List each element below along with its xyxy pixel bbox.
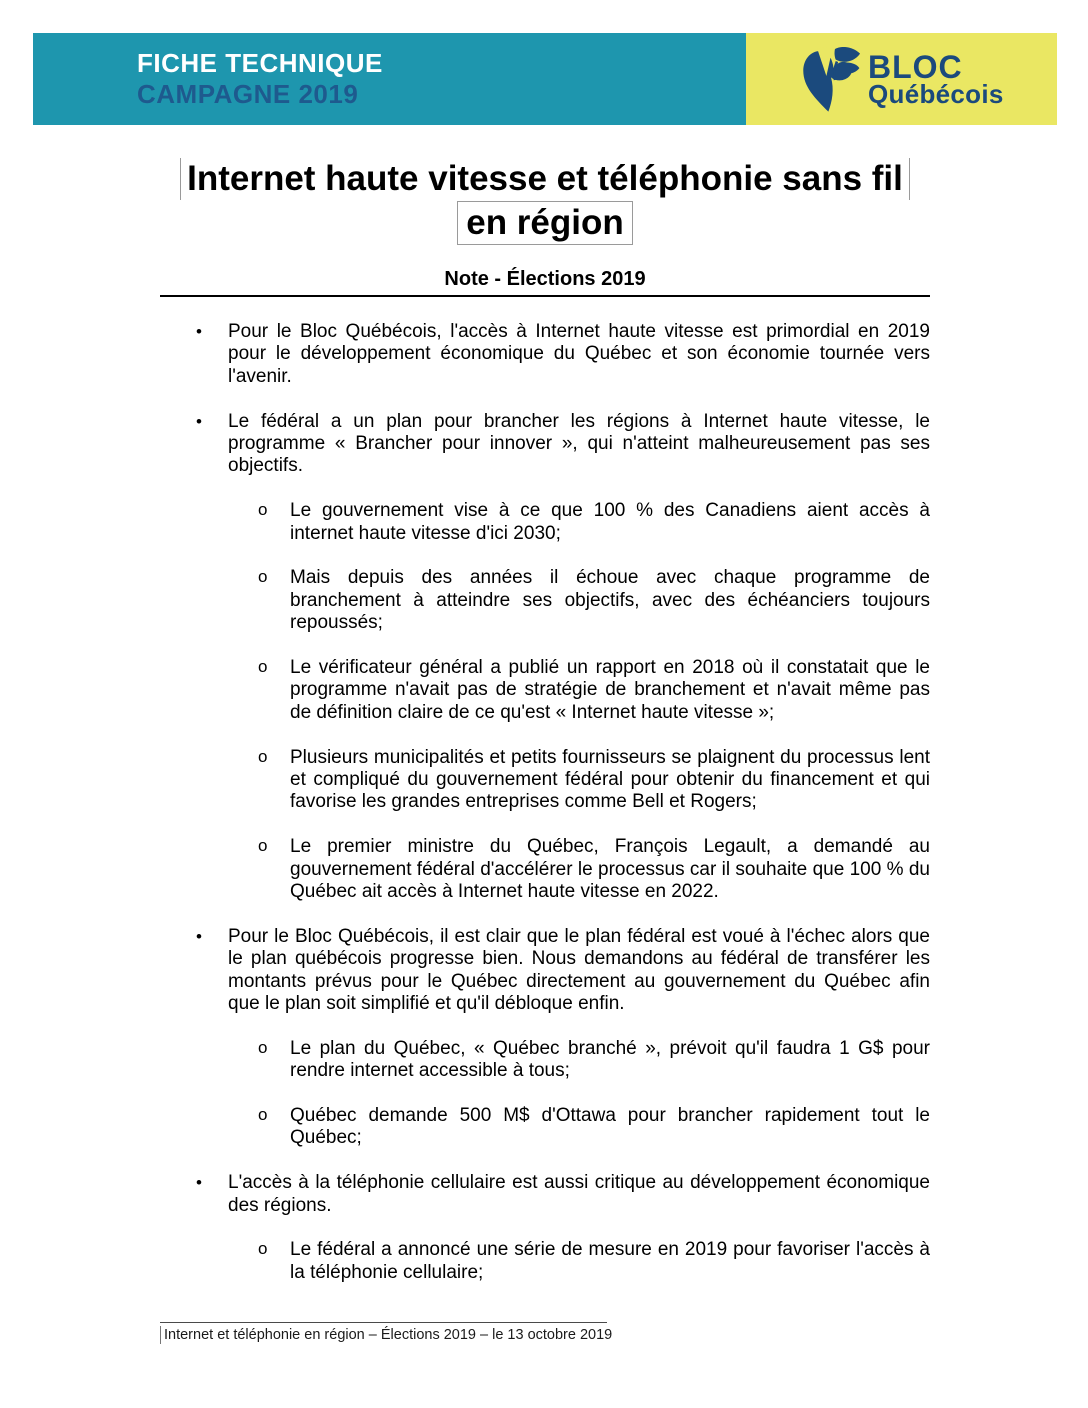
sub-bullet-marker: o xyxy=(258,1037,268,1057)
subtitle: Note - Élections 2019 xyxy=(444,268,646,290)
sub-bullet-marker: o xyxy=(258,500,268,520)
page-title xyxy=(160,158,930,200)
list-item xyxy=(160,1239,930,1284)
page-title-line1: Internet haute vitesse et téléphonie sans fil xyxy=(180,158,910,200)
list-item xyxy=(160,1105,930,1150)
page-footer xyxy=(160,1322,930,1344)
list-item-text: L'accès à la téléphonie cellulaire est aussi critique au développement économique des régions. xyxy=(228,1172,930,1216)
bullet-marker: • xyxy=(196,1173,202,1193)
bloc-logo-line1: BLOC xyxy=(868,48,963,85)
sub-bullet-marker: o xyxy=(258,1239,268,1259)
list-item-text: Plusieurs municipalités et petits fournisseurs se plaignent du processus lent et compliqué du gouvernement fédéral pour obtenir du financement et qui favorise les grandes entreprises comme Bell et Rogers; xyxy=(290,746,930,813)
banner-kicker: FICHE TECHNIQUE xyxy=(137,48,383,78)
banner-campaign: CAMPAGNE 2019 xyxy=(137,79,359,109)
bloc-logo-line2: Québécois xyxy=(868,78,1004,109)
list-item-text: Le plan du Québec, « Québec branché », prévoit qu'il faudra 1 G$ pour rendre internet accessible à tous; xyxy=(290,1037,930,1082)
list-item-text: Le vérificateur général a publié un rapport en 2018 où il constatait que le programme n'avait pas de stratégie de branchement et n'avait même pas de définition claire de ce qu'est « Internet haute vitesse »; xyxy=(290,657,930,723)
list-item-text: Le fédéral a un plan pour brancher les régions à Internet haute vitesse, le programme « Brancher pour innover », qui n'atteint malheureusement pas ses objectifs. xyxy=(228,410,930,477)
subtitle-rule xyxy=(160,268,930,297)
page-title-line2: en région xyxy=(457,201,633,245)
bullet-marker: • xyxy=(196,322,202,341)
sub-bullet-marker: o xyxy=(258,836,268,856)
list-item xyxy=(160,321,930,388)
sub-bullet-marker: o xyxy=(258,746,268,766)
list-item-text: Québec demande 500 M$ d'Ottawa pour brancher rapidement tout le Québec; xyxy=(290,1105,930,1149)
footer-text: Internet et téléphonie en région – Élections 2019 – le 13 octobre 2019 xyxy=(160,1326,612,1344)
bloc-quebecois-logo-icon xyxy=(798,47,864,113)
bullet-list xyxy=(160,321,930,1284)
list-item-text: Le premier ministre du Québec, François Legault, a demandé au gouvernement fédéral d'accélérer le processus car il souhaite que 100 % du Québec ait accès à Internet haute vitesse en 2022. xyxy=(290,836,930,903)
list-item xyxy=(160,411,930,478)
banner-left-block xyxy=(33,33,746,125)
list-item xyxy=(160,1038,930,1083)
sub-bullet-marker: o xyxy=(258,567,268,587)
list-item xyxy=(160,926,930,1016)
list-item xyxy=(160,747,930,814)
sub-bullet-marker: o xyxy=(258,657,268,677)
list-item xyxy=(160,1172,930,1217)
bullet-marker: • xyxy=(196,411,202,431)
list-item xyxy=(160,500,930,545)
footer-separator xyxy=(160,1322,607,1323)
document-body xyxy=(160,150,930,1284)
bloc-logo-text xyxy=(868,48,1004,109)
list-item xyxy=(160,836,930,903)
list-item-text: Le gouvernement vise à ce que 100 % des Canadiens aient accès à internet haute vitesse d'ici 2030; xyxy=(290,500,930,544)
list-item-text: Pour le Bloc Québécois, l'accès à Internet haute vitesse est primordial en 2019 pour le développement économique du Québec et son économie tournée vers l'avenir. xyxy=(228,321,930,387)
sub-bullet-marker: o xyxy=(258,1105,268,1125)
banner-logo-block xyxy=(746,33,1057,125)
header-banner xyxy=(33,33,1057,125)
list-item xyxy=(160,567,930,634)
list-item-text: Le fédéral a annoncé une série de mesure en 2019 pour favoriser l'accès à la téléphonie cellulaire; xyxy=(290,1239,930,1283)
list-item-text: Mais depuis des années il échoue avec chaque programme de branchement à atteindre ses objectifs, avec des échéanciers toujours repoussés; xyxy=(290,567,930,634)
list-item xyxy=(160,657,930,724)
bullet-marker: • xyxy=(196,926,202,946)
list-item-text: Pour le Bloc Québécois, il est clair que le plan fédéral est voué à l'échec alors que le plan québécois progresse bien. Nous demandons au fédéral de transférer les montants prévus pour le Québec directement au gouvernement du Québec afin que le plan soit simplifié et qu'il débloque enfin. xyxy=(228,925,930,1015)
page-title-line2-wrap xyxy=(160,201,930,245)
